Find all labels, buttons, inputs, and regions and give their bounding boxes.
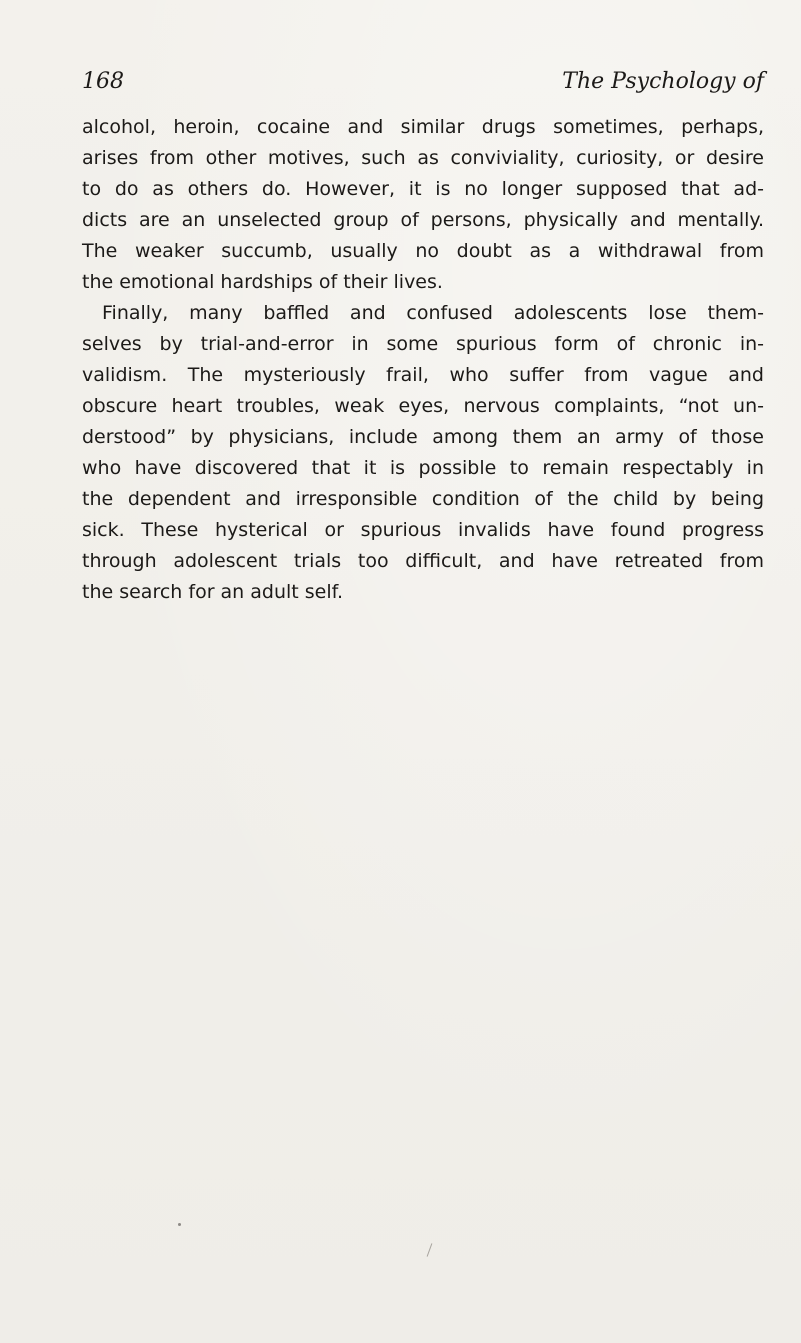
text-line: who have discovered that it is possible to remain respectably in (82, 457, 764, 479)
text-line: arises from other motives, such as conviviality, curiosity, or desire (82, 147, 764, 169)
text-line: Finally, many baffled and confused adolescents lose them- (102, 302, 764, 324)
running-title: The Psychology of (562, 69, 764, 94)
text-line: selves by trial-and-error in some spurious form of chronic in- (82, 333, 764, 355)
text-line: the search for an adult self. (82, 581, 343, 603)
text-line: obscure heart troubles, weak eyes, nervous complaints, “not un- (82, 395, 764, 417)
text-line: sick. These hysterical or spurious invalids have found progress (82, 519, 764, 541)
paper-speck (178, 1223, 181, 1226)
body-text (82, 112, 764, 608)
text-line: The weaker succumb, usually no doubt as a withdrawal from (82, 240, 764, 262)
text-line: the dependent and irresponsible condition of the child by being (82, 488, 764, 510)
text-line: alcohol, heroin, cocaine and similar drugs sometimes, perhaps, (82, 116, 764, 138)
paper-scratch (427, 1243, 433, 1256)
paragraph (82, 298, 764, 608)
page-number: 168 (82, 69, 124, 94)
text-line: to do as others do. However, it is no longer supposed that ad- (82, 178, 764, 200)
text-line: dicts are an unselected group of persons, physically and mentally. (82, 209, 764, 231)
paragraph (82, 112, 764, 298)
text-line: the emotional hardships of their lives. (82, 271, 443, 293)
text-line: through adolescent trials too difficult, and have retreated from (82, 550, 764, 572)
page-header (82, 68, 764, 108)
text-line: validism. The mysteriously frail, who suffer from vague and (82, 364, 764, 386)
text-line: derstood” by physicians, include among them an army of those (82, 426, 764, 448)
